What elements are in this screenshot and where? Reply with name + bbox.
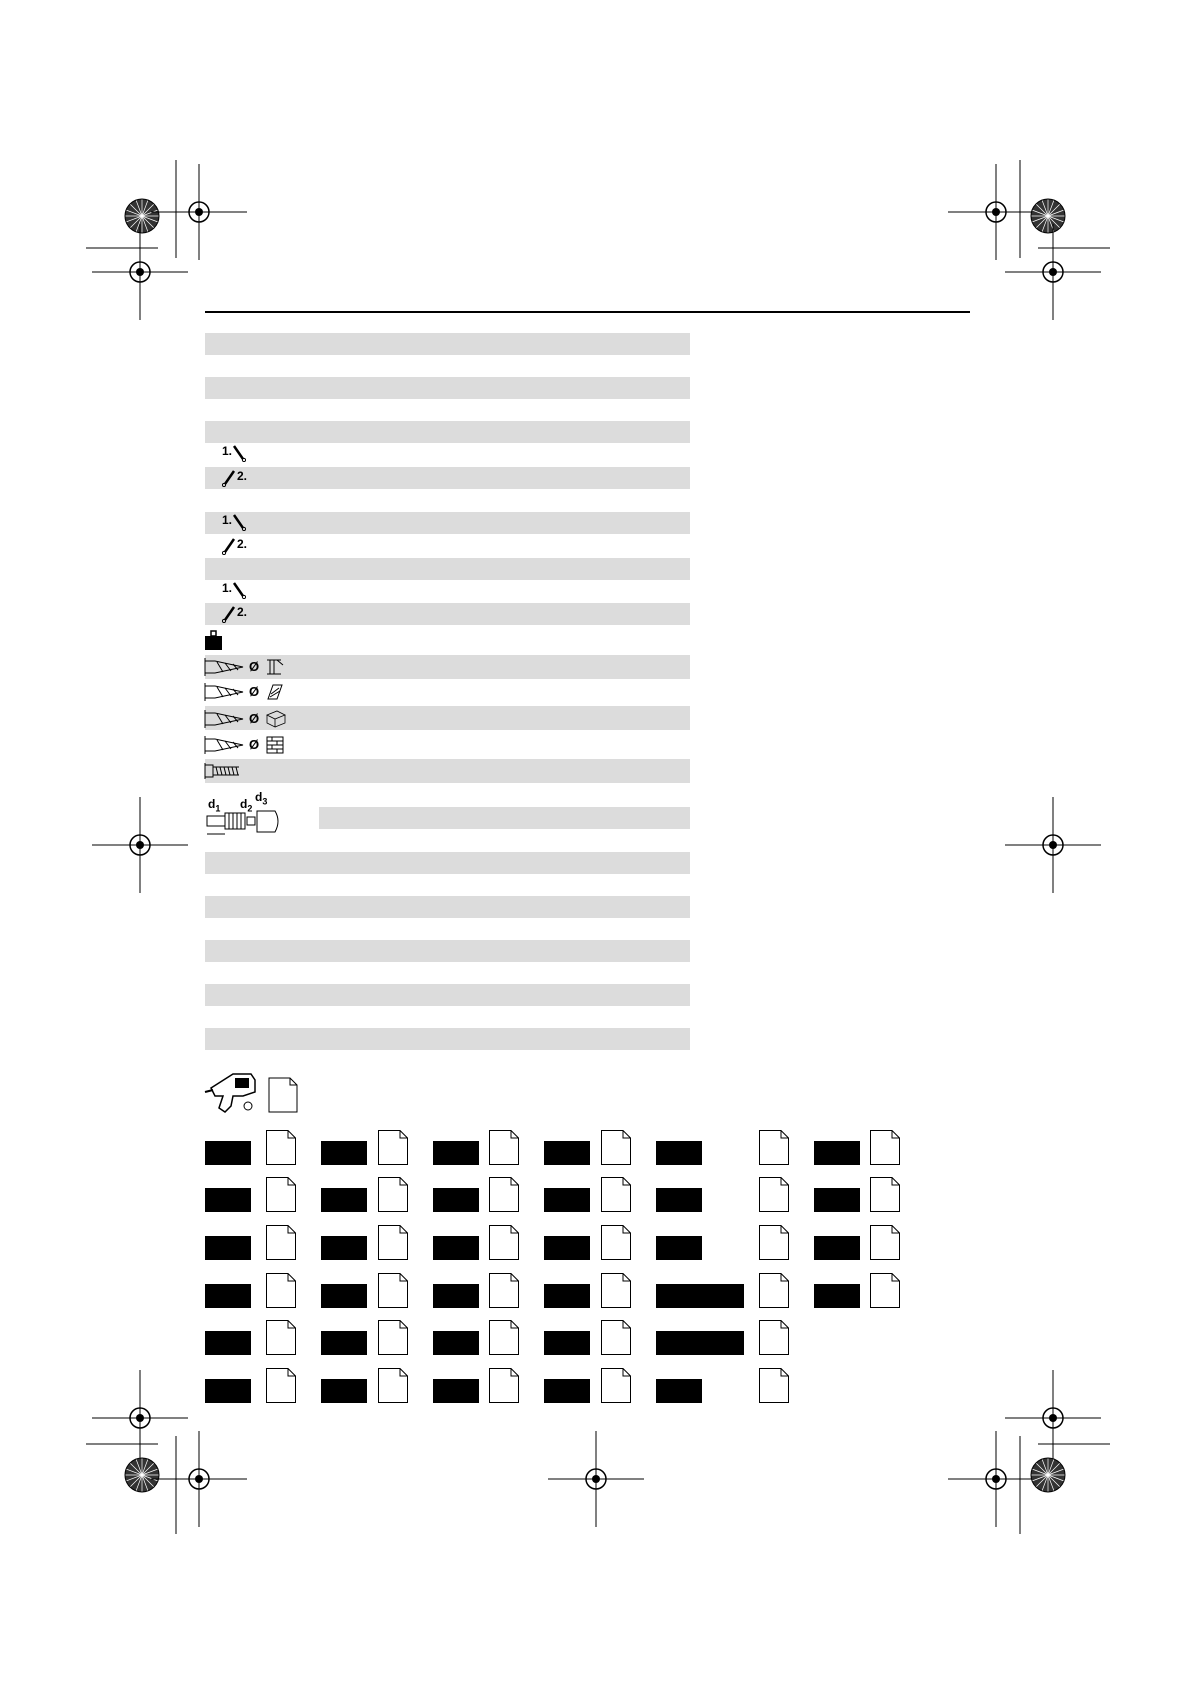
screwdriver-right-icon [222, 469, 236, 487]
drill-bit-icon [203, 734, 247, 756]
step-1-label: 1. [222, 444, 233, 458]
diameter-symbol: Ø [249, 684, 260, 699]
spec-row [205, 896, 690, 918]
language-block [656, 1331, 744, 1355]
wood-material-icon [265, 709, 287, 729]
hammer-drill-icon [203, 1066, 259, 1116]
language-block [544, 1284, 590, 1308]
crosshair-left-middle [92, 797, 188, 893]
chuck-icon [205, 808, 285, 840]
crosshair-bottom-center [548, 1431, 644, 1527]
spec-row [205, 512, 690, 534]
language-block [544, 1141, 590, 1165]
chuck-d2-label: $d_2$ [240, 797, 253, 814]
diameter-symbol: Ø [249, 711, 260, 726]
language-block [433, 1331, 479, 1355]
language-block [814, 1284, 860, 1308]
spec-row [205, 940, 690, 962]
language-block [321, 1379, 367, 1403]
screwdriver-left-icon [232, 581, 246, 599]
masonry-material-icon [265, 735, 285, 755]
language-block [544, 1379, 590, 1403]
language-block [656, 1284, 744, 1308]
spec-row [205, 759, 690, 783]
drill-bit-icon [203, 708, 247, 730]
crosshair-bottom-left [151, 1431, 247, 1527]
spec-row [205, 603, 690, 625]
language-block [814, 1141, 860, 1165]
screwdriver-left-icon [232, 513, 246, 531]
language-block [656, 1141, 702, 1165]
language-block [544, 1236, 590, 1260]
language-block [321, 1188, 367, 1212]
drill-bit-icon [203, 681, 247, 703]
screwdriver-left-icon [232, 444, 246, 462]
screwdriver-right-icon [222, 537, 236, 555]
step-2-label: 2. [237, 469, 248, 483]
language-block [544, 1188, 590, 1212]
language-block [321, 1236, 367, 1260]
language-block [205, 1188, 251, 1212]
language-block [321, 1141, 367, 1165]
spec-row [205, 421, 690, 443]
step-2-label: 2. [237, 537, 248, 551]
chuck-d3-label: $d_3$ [255, 790, 268, 807]
crosshair-bottom-right [948, 1431, 1044, 1527]
crosshair-left-lower [92, 1370, 188, 1466]
spec-row [205, 984, 690, 1006]
color-target-top-left [125, 199, 159, 233]
step-1-label: 1. [222, 581, 233, 595]
language-block [205, 1331, 251, 1355]
drill-bit-icon [203, 656, 247, 678]
steel-material-icon [265, 657, 285, 677]
language-block [544, 1331, 590, 1355]
crosshair-right-middle [1005, 797, 1101, 893]
language-block [433, 1141, 479, 1165]
language-block [433, 1284, 479, 1308]
language-block [205, 1236, 251, 1260]
aluminium-material-icon [265, 682, 285, 702]
language-block [205, 1284, 251, 1308]
color-target-bottom-right [1031, 1458, 1065, 1492]
color-target-top-right [1031, 199, 1065, 233]
language-block [321, 1331, 367, 1355]
language-block [656, 1188, 702, 1212]
language-block [433, 1236, 479, 1260]
header-rule [205, 311, 970, 313]
crosshair-right-upper [1005, 224, 1101, 320]
chuck-d1-label: $d_1$ [208, 797, 221, 814]
weight-icon [205, 630, 223, 650]
diameter-symbol: Ø [249, 659, 260, 674]
spec-row [205, 377, 690, 399]
language-block [656, 1379, 702, 1403]
screwdriver-right-icon [222, 605, 236, 623]
color-target-bottom-left [125, 1458, 159, 1492]
spec-row [205, 558, 690, 580]
language-block [321, 1284, 367, 1308]
language-block [433, 1188, 479, 1212]
page-reference-icon [268, 1077, 298, 1113]
language-block [814, 1188, 860, 1212]
screw-thread-icon [203, 761, 243, 781]
diameter-symbol: Ø [249, 737, 260, 752]
spec-row [205, 333, 690, 355]
crosshair-top-right [948, 164, 1044, 260]
step-2-label: 2. [237, 605, 248, 619]
language-block [814, 1236, 860, 1260]
spec-row [205, 1028, 690, 1050]
language-block [433, 1379, 479, 1403]
crosshair-right-lower [1005, 1370, 1101, 1466]
crosshair-left-upper [92, 224, 188, 320]
spec-row [319, 807, 690, 829]
spec-row [205, 852, 690, 874]
step-1-label: 1. [222, 513, 233, 527]
language-block [205, 1141, 251, 1165]
language-block [656, 1236, 702, 1260]
crosshair-top-left [151, 164, 247, 260]
spec-row [205, 467, 690, 489]
language-block [205, 1379, 251, 1403]
